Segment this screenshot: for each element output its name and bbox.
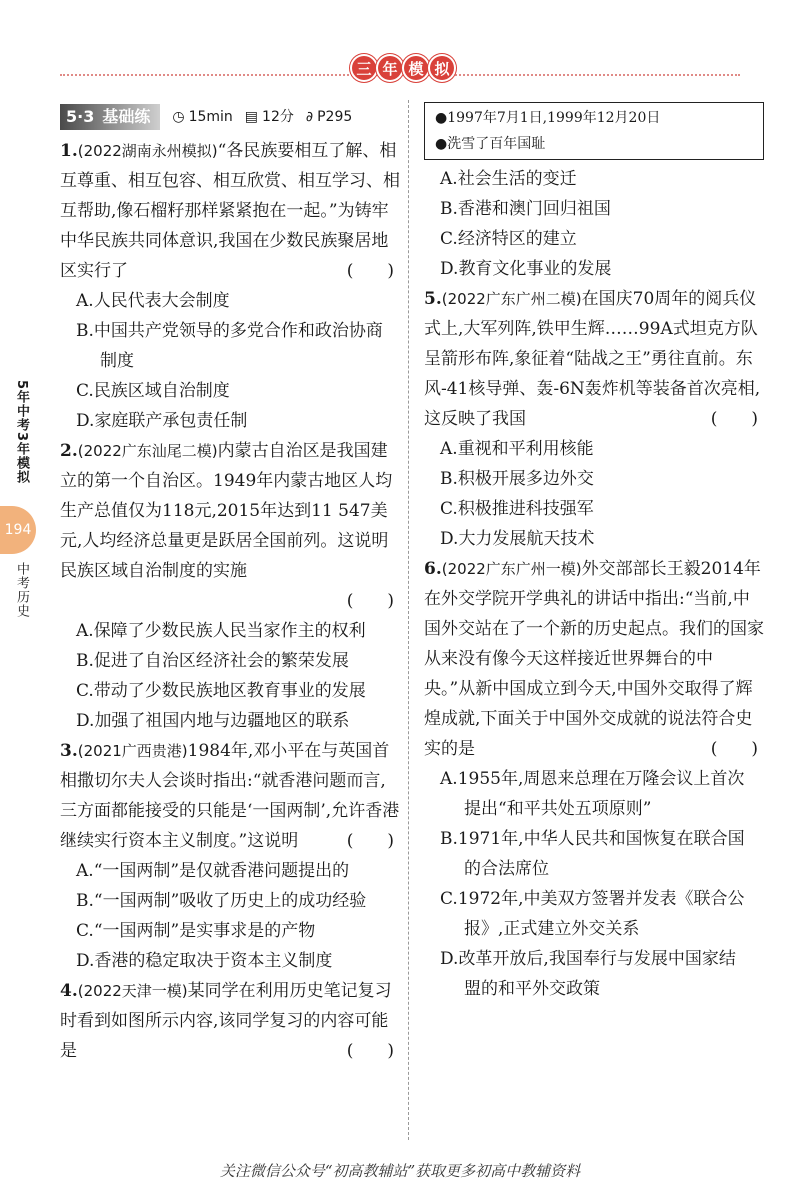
section-tag <box>60 104 160 130</box>
option-b: B.“一国两制”吸收了历史上的成功经验 <box>76 891 367 911</box>
badge-char: 三 <box>352 56 376 80</box>
option-c: C.1972年,中美双方签署并发表《联合公 报》,正式建立外交关系 <box>440 889 745 939</box>
answer-bracket: ( ) <box>710 739 758 759</box>
option-d: D.教育文化事业的发展 <box>440 259 612 279</box>
question-source: (2022广东汕尾二模) <box>77 442 218 460</box>
question-number: 4. <box>60 981 78 1001</box>
question-stem: “各民族要相互了解、相互尊重、相互包容、相互欣赏、相互学习、相互帮助,像石榴籽那样紧紧抱在一起。”为铸牢中华民族共同体意识,我国在少数民族聚居地区实行了 <box>60 141 400 281</box>
question-number: 2. <box>60 441 78 461</box>
question-source: (2022湖南永州模拟) <box>77 142 218 160</box>
option-c: C.民族区域自治制度 <box>76 381 230 401</box>
link-icon: ∂ <box>305 109 314 125</box>
option-c: C.“一国两制”是实事求是的产物 <box>76 921 316 941</box>
right-column <box>424 102 764 1004</box>
left-column <box>60 102 400 1066</box>
time-meta <box>172 102 232 132</box>
clock-icon: ◷ <box>172 109 185 125</box>
option-c: C.积极推进科技强军 <box>440 499 594 519</box>
side-subject: 中考历史 <box>14 562 29 618</box>
option-a: A.社会生活的变迁 <box>440 169 577 189</box>
document-icon: ▤ <box>244 109 259 125</box>
badge-char: 拟 <box>430 56 454 80</box>
question-5 <box>424 284 764 554</box>
option-b: B.中国共产党领导的多党合作和政治协商 制度 <box>76 321 383 371</box>
option-a: A.重视和平利用核能 <box>440 439 594 459</box>
score-meta <box>245 102 294 132</box>
question-number: 1. <box>60 141 78 161</box>
option-c: C.带动了少数民族地区教育事业的发展 <box>76 681 366 701</box>
badge-char: 模 <box>404 56 428 80</box>
question-stem: 1984年,邓小平在与英国首相撒切尔夫人会谈时指出:“就香港问题而言,三方面都能接受的只能是‘一国两制’,允许香港继续实行资本主义制度。”这说明 <box>60 741 400 851</box>
option-b: B.积极开展多边外交 <box>440 469 594 489</box>
option-b: B.香港和澳门回归祖国 <box>440 199 611 219</box>
note-line: ●洗雪了百年国耻 <box>435 136 546 152</box>
question-4-options <box>424 164 764 284</box>
question-source: (2022广东广州一模) <box>441 560 582 578</box>
option-a: A.人民代表大会制度 <box>76 291 230 311</box>
section-title: 基础练 <box>102 107 151 126</box>
question-number: 3. <box>60 741 78 761</box>
question-3 <box>60 736 400 976</box>
option-d: D.加强了祖国内地与边疆地区的联系 <box>76 711 350 731</box>
question-1 <box>60 136 400 436</box>
answer-bracket: ( ) <box>346 261 394 281</box>
option-d: D.香港的稳定取决于资本主义制度 <box>76 951 333 971</box>
question-stem: 在国庆70周年的阅兵仪式上,大军列阵,铁甲生辉……99A式坦克方队呈箭形布阵,象征着“陆战之王”勇往直前。东风-41核导弹、轰-6N轰炸机等装备首次亮相,这反映了我国 <box>424 289 761 429</box>
option-d: D.改革开放后,我国奉行与发展中国家结 盟的和平外交政策 <box>440 949 736 999</box>
column-divider <box>408 100 409 1140</box>
question-stem: 某同学在利用历史笔记复习时看到如图所示内容,该同学复习的内容可能是 <box>60 981 392 1061</box>
option-d: D.大力发展航天技术 <box>440 529 595 549</box>
page-ref-value: P295 <box>317 109 353 125</box>
answer-bracket: ( ) <box>346 591 394 611</box>
answer-bracket: ( ) <box>346 831 394 851</box>
answer-bracket: ( ) <box>346 1041 394 1061</box>
question-source: (2022天津一模) <box>77 982 188 1000</box>
question-source: (2021广西贵港) <box>77 742 188 760</box>
badge-char: 年 <box>378 56 402 80</box>
option-a: A.保障了少数民族人民当家作主的权利 <box>76 621 366 641</box>
option-a: A.“一国两制”是仅就香港问题提出的 <box>76 861 350 881</box>
question-6 <box>424 554 764 1004</box>
page-number: 194 <box>0 506 36 554</box>
question-stem: 内蒙古自治区是我国建立的第一个自治区。1949年内蒙古地区人均生产总值仅为118元,2015年达到11 547美元,人均经济总量更是跃居全国前列。这说明民族区域自治制度的实施 <box>60 441 393 581</box>
question-stem: 外交部部长王毅2014年在外交学院开学典礼的讲话中指出:“当前,中国外交站在了一个新的历史起点。我们的国家从来没有像今天这样接近世界舞台的中央。”从新中国成立到今天,中国外交取得了辉煌成就,下面关于中国外交成就的说法符合史实的是 <box>424 559 764 759</box>
series-badge <box>352 56 454 80</box>
section-logo: 5·3 <box>66 107 95 126</box>
side-brand: 5年中考3年模拟 <box>14 380 29 485</box>
option-b: B.1971年,中华人民共和国恢复在联合国 的合法席位 <box>440 829 745 879</box>
note-line: ●1997年7月1日,1999年12月20日 <box>435 110 661 126</box>
question-number: 5. <box>424 289 442 309</box>
question-source: (2022广东广州二模) <box>441 290 582 308</box>
page-ref-meta <box>306 102 352 132</box>
footer-watermark: 关注微信公众号“初高教辅站”获取更多初高中教辅资料 <box>219 1162 581 1180</box>
option-a: A.1955年,周恩来总理在万隆会议上首次 提出“和平共处五项原则” <box>440 769 745 819</box>
note-box <box>424 102 764 160</box>
answer-bracket: ( ) <box>710 409 758 429</box>
option-d: D.家庭联产承包责任制 <box>76 411 248 431</box>
question-number: 6. <box>424 559 442 579</box>
question-2 <box>60 436 400 736</box>
time-value: 15min <box>188 109 233 125</box>
side-tab <box>0 380 40 622</box>
section-header <box>60 102 400 132</box>
question-4 <box>60 976 400 1066</box>
score-value: 12分 <box>262 109 294 125</box>
option-b: B.促进了自治区经济社会的繁荣发展 <box>76 651 349 671</box>
option-c: C.经济特区的建立 <box>440 229 577 249</box>
